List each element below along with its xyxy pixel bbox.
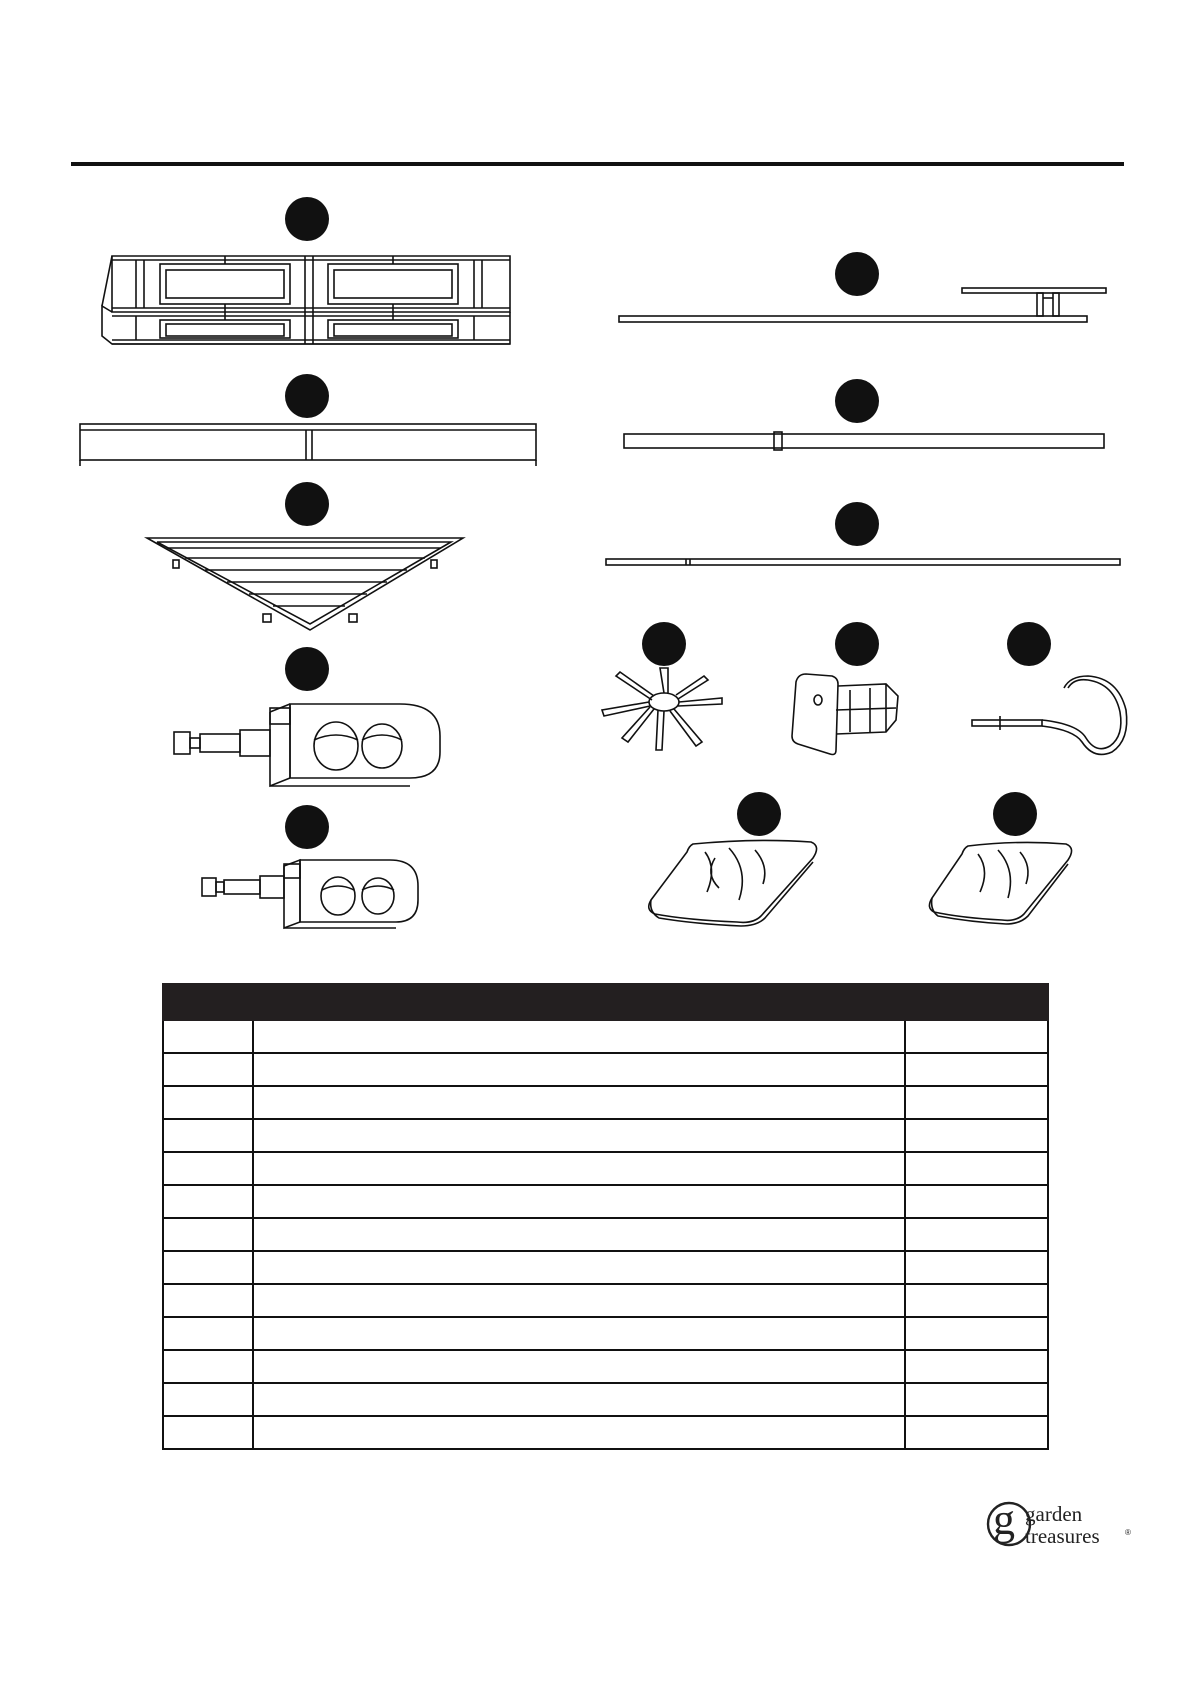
cell-description — [253, 1416, 905, 1449]
cell-description — [253, 1350, 905, 1383]
table-row — [163, 1218, 1048, 1251]
cell-quantity — [905, 1416, 1048, 1449]
table-row — [163, 1383, 1048, 1416]
cell-quantity — [905, 1185, 1048, 1218]
cell-description — [253, 1383, 905, 1416]
cell-part — [163, 1416, 253, 1449]
cell-description — [253, 1251, 905, 1284]
part-badge-2 — [285, 374, 329, 418]
cell-quantity — [905, 1053, 1048, 1086]
cell-description — [253, 1218, 905, 1251]
part-badge-12 — [737, 792, 781, 836]
part-badge-10 — [835, 622, 879, 666]
cell-description — [253, 1020, 905, 1053]
part-small-bracket-bolt-illustration — [200, 856, 430, 936]
cell-description — [253, 1086, 905, 1119]
cell-quantity — [905, 1119, 1048, 1152]
cell-quantity — [905, 1251, 1048, 1284]
cell-quantity — [905, 1152, 1048, 1185]
cell-part — [163, 1053, 253, 1086]
cell-quantity — [905, 1317, 1048, 1350]
header-rule — [71, 162, 1124, 166]
part-hub-connector-illustration — [598, 664, 728, 754]
cell-quantity — [905, 1383, 1048, 1416]
part-badge-3 — [285, 482, 329, 526]
logo-registered-mark: ® — [1125, 1528, 1131, 1537]
table-row — [163, 1251, 1048, 1284]
table-row — [163, 1185, 1048, 1218]
cell-quantity — [905, 1020, 1048, 1053]
part-badge-5 — [285, 805, 329, 849]
part-thin-rod-illustration — [604, 557, 1124, 569]
table-row — [163, 1086, 1048, 1119]
part-badge-11 — [1007, 622, 1051, 666]
cell-part — [163, 1185, 253, 1218]
parts-table — [162, 983, 1049, 1450]
header-cell-quantity — [905, 984, 1048, 1020]
table-row — [163, 1020, 1048, 1053]
part-large-cushion-illustration — [645, 838, 821, 928]
table-row — [163, 1416, 1048, 1449]
logo-word-treasures: treasures — [1025, 1524, 1100, 1548]
logo-word-garden: garden — [1025, 1502, 1083, 1526]
part-badge-7 — [835, 379, 879, 423]
part-badge-1 — [285, 197, 329, 241]
part-railing-panel-illustration — [100, 250, 520, 350]
cell-part — [163, 1383, 253, 1416]
cell-part — [163, 1020, 253, 1053]
cell-description — [253, 1152, 905, 1185]
cell-part — [163, 1086, 253, 1119]
cell-part — [163, 1152, 253, 1185]
part-small-cushion-illustration — [926, 840, 1076, 926]
cell-part — [163, 1317, 253, 1350]
header-cell-description — [253, 984, 905, 1020]
cell-quantity — [905, 1350, 1048, 1383]
part-long-rod-with-bracket-illustration — [617, 286, 1117, 326]
part-large-bracket-bolt-illustration — [172, 700, 452, 790]
parts-table-header — [163, 984, 1048, 1020]
logo-initial: g — [993, 1495, 1015, 1544]
table-row — [163, 1053, 1048, 1086]
cell-description — [253, 1119, 905, 1152]
table-row — [163, 1152, 1048, 1185]
cell-part — [163, 1350, 253, 1383]
cell-description — [253, 1317, 905, 1350]
cell-quantity — [905, 1086, 1048, 1119]
table-row — [163, 1119, 1048, 1152]
cell-quantity — [905, 1218, 1048, 1251]
part-corner-shelf-illustration — [145, 534, 465, 634]
part-badge-9 — [642, 622, 686, 666]
cell-description — [253, 1284, 905, 1317]
part-badge-13 — [993, 792, 1037, 836]
header-cell-part — [163, 984, 253, 1020]
table-row — [163, 1284, 1048, 1317]
part-badge-8 — [835, 502, 879, 546]
cell-part — [163, 1119, 253, 1152]
table-row — [163, 1350, 1048, 1383]
cell-description — [253, 1053, 905, 1086]
part-end-cap-illustration — [790, 670, 910, 760]
part-beam-illustration — [78, 422, 538, 468]
brand-logo — [985, 1494, 1135, 1556]
part-badge-4 — [285, 647, 329, 691]
cell-part — [163, 1251, 253, 1284]
cell-part — [163, 1284, 253, 1317]
cell-quantity — [905, 1284, 1048, 1317]
part-hook-illustration — [970, 676, 1126, 756]
cell-part — [163, 1218, 253, 1251]
cell-description — [253, 1185, 905, 1218]
table-row — [163, 1317, 1048, 1350]
part-jointed-tube-illustration — [622, 432, 1108, 452]
